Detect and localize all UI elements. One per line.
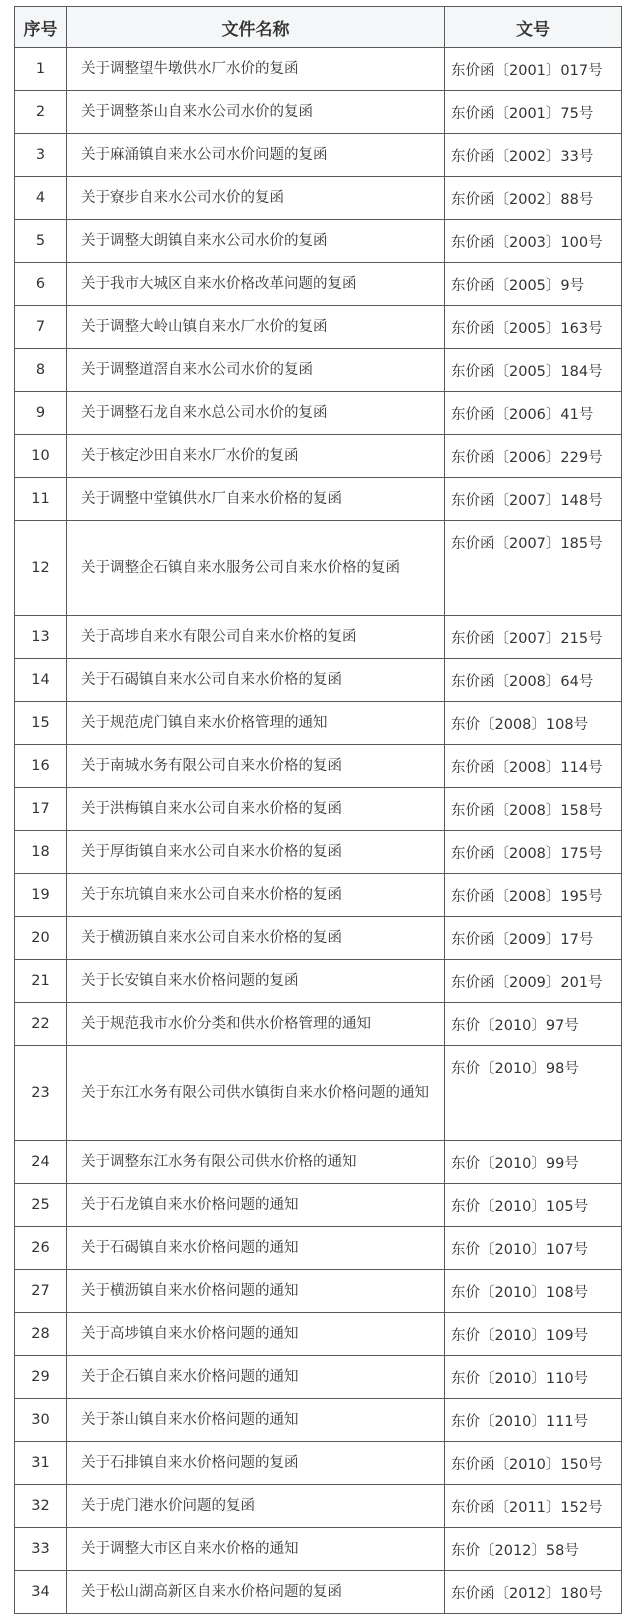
document-number-cell: 东价〔2010〕110号	[445, 1356, 622, 1399]
document-name-cell: 关于东坑镇自来水公司自来水价格的复函	[67, 874, 445, 917]
table-row	[15, 306, 622, 349]
serial-number-cell: 17	[15, 788, 67, 831]
document-number-cell: 东价〔2010〕109号	[445, 1313, 622, 1356]
serial-number-cell: 10	[15, 435, 67, 478]
document-number-cell: 东价〔2010〕99号	[445, 1141, 622, 1184]
document-name-cell: 关于茶山镇自来水价格问题的通知	[67, 1399, 445, 1442]
serial-number-cell: 24	[15, 1141, 67, 1184]
table-row	[15, 263, 622, 306]
table-row	[15, 1442, 622, 1485]
document-name-cell: 关于调整中堂镇供水厂自来水价格的复函	[67, 478, 445, 521]
table-row	[15, 616, 622, 659]
document-number-cell: 东价函〔2007〕148号	[445, 478, 622, 521]
document-number-cell: 东价函〔2009〕201号	[445, 960, 622, 1003]
document-name-cell: 关于厚街镇自来水公司自来水价格的复函	[67, 831, 445, 874]
document-number-cell: 东价函〔2006〕229号	[445, 435, 622, 478]
document-name-cell: 关于规范虎门镇自来水价格管理的通知	[67, 702, 445, 745]
serial-number-cell: 26	[15, 1227, 67, 1270]
document-number-cell: 东价函〔2010〕150号	[445, 1442, 622, 1485]
table-row	[15, 1270, 622, 1313]
document-number-cell: 东价〔2008〕108号	[445, 702, 622, 745]
document-number-cell: 东价〔2010〕98号	[445, 1046, 622, 1141]
table-row	[15, 1571, 622, 1614]
serial-number-cell: 18	[15, 831, 67, 874]
table-row	[15, 960, 622, 1003]
document-name-cell: 关于长安镇自来水价格问题的复函	[67, 960, 445, 1003]
header-document-number: 文号	[445, 7, 622, 48]
serial-number-cell: 27	[15, 1270, 67, 1313]
table-row	[15, 392, 622, 435]
serial-number-cell: 3	[15, 134, 67, 177]
document-name-cell: 关于调整企石镇自来水服务公司自来水价格的复函	[67, 521, 445, 616]
serial-number-cell: 21	[15, 960, 67, 1003]
header-serial-number: 序号	[15, 7, 67, 48]
serial-number-cell: 1	[15, 48, 67, 91]
serial-number-cell: 30	[15, 1399, 67, 1442]
document-number-cell: 东价函〔2001〕75号	[445, 91, 622, 134]
table-row	[15, 435, 622, 478]
water-price-document-table	[14, 6, 622, 1614]
serial-number-cell: 2	[15, 91, 67, 134]
table-row	[15, 177, 622, 220]
document-number-cell: 东价函〔2011〕152号	[445, 1485, 622, 1528]
document-name-cell: 关于规范我市水价分类和供水价格管理的通知	[67, 1003, 445, 1046]
document-name-cell: 关于石碣镇自来水价格问题的通知	[67, 1227, 445, 1270]
table-row	[15, 521, 622, 616]
table-row	[15, 788, 622, 831]
document-number-cell: 东价函〔2007〕215号	[445, 616, 622, 659]
document-number-cell: 东价〔2010〕105号	[445, 1184, 622, 1227]
document-number-cell: 东价函〔2001〕017号	[445, 48, 622, 91]
table-row	[15, 1046, 622, 1141]
table-row	[15, 478, 622, 521]
table-row	[15, 349, 622, 392]
serial-number-cell: 33	[15, 1528, 67, 1571]
document-number-cell: 东价〔2012〕58号	[445, 1528, 622, 1571]
document-name-cell: 关于寮步自来水公司水价的复函	[67, 177, 445, 220]
serial-number-cell: 5	[15, 220, 67, 263]
table-row	[15, 702, 622, 745]
document-name-cell: 关于调整石龙自来水总公司水价的复函	[67, 392, 445, 435]
document-name-cell: 关于横沥镇自来水价格问题的通知	[67, 1270, 445, 1313]
table-row	[15, 659, 622, 702]
serial-number-cell: 8	[15, 349, 67, 392]
document-number-cell: 东价函〔2008〕114号	[445, 745, 622, 788]
document-name-cell: 关于横沥镇自来水公司自来水价格的复函	[67, 917, 445, 960]
serial-number-cell: 22	[15, 1003, 67, 1046]
document-name-cell: 关于企石镇自来水价格问题的通知	[67, 1356, 445, 1399]
document-number-cell: 东价函〔2003〕100号	[445, 220, 622, 263]
document-name-cell: 关于南城水务有限公司自来水价格的复函	[67, 745, 445, 788]
table-body	[15, 48, 622, 1614]
document-name-cell: 关于调整东江水务有限公司供水价格的通知	[67, 1141, 445, 1184]
table-row	[15, 91, 622, 134]
document-number-cell: 东价函〔2008〕175号	[445, 831, 622, 874]
table-row	[15, 1356, 622, 1399]
document-name-cell: 关于洪梅镇自来水公司自来水价格的复函	[67, 788, 445, 831]
document-number-cell: 东价函〔2005〕163号	[445, 306, 622, 349]
serial-number-cell: 23	[15, 1046, 67, 1141]
table-header-row	[15, 7, 622, 48]
serial-number-cell: 11	[15, 478, 67, 521]
document-number-cell: 东价函〔2008〕64号	[445, 659, 622, 702]
table-row	[15, 134, 622, 177]
document-name-cell: 关于松山湖高新区自来水价格问题的复函	[67, 1571, 445, 1614]
document-name-cell: 关于高埗镇自来水价格问题的通知	[67, 1313, 445, 1356]
document-number-cell: 东价函〔2005〕184号	[445, 349, 622, 392]
serial-number-cell: 29	[15, 1356, 67, 1399]
table-row	[15, 874, 622, 917]
table-row	[15, 917, 622, 960]
document-number-cell: 东价函〔2012〕180号	[445, 1571, 622, 1614]
document-number-cell: 东价函〔2008〕158号	[445, 788, 622, 831]
serial-number-cell: 16	[15, 745, 67, 788]
document-number-cell: 东价函〔2002〕33号	[445, 134, 622, 177]
serial-number-cell: 34	[15, 1571, 67, 1614]
serial-number-cell: 9	[15, 392, 67, 435]
table-row	[15, 1528, 622, 1571]
table-row	[15, 48, 622, 91]
document-name-cell: 关于麻涌镇自来水公司水价问题的复函	[67, 134, 445, 177]
document-name-cell: 关于东江水务有限公司供水镇街自来水价格问题的通知	[67, 1046, 445, 1141]
serial-number-cell: 14	[15, 659, 67, 702]
document-number-cell: 东价函〔2006〕41号	[445, 392, 622, 435]
document-name-cell: 关于调整望牛墩供水厂水价的复函	[67, 48, 445, 91]
table-row	[15, 1227, 622, 1270]
document-number-cell: 东价〔2010〕107号	[445, 1227, 622, 1270]
table-row	[15, 1141, 622, 1184]
serial-number-cell: 19	[15, 874, 67, 917]
document-name-cell: 关于虎门港水价问题的复函	[67, 1485, 445, 1528]
serial-number-cell: 13	[15, 616, 67, 659]
serial-number-cell: 32	[15, 1485, 67, 1528]
serial-number-cell: 15	[15, 702, 67, 745]
header-document-name: 文件名称	[67, 7, 445, 48]
document-name-cell: 关于我市大城区自来水价格改革问题的复函	[67, 263, 445, 306]
document-number-cell: 东价函〔2009〕17号	[445, 917, 622, 960]
document-name-cell: 关于调整大岭山镇自来水厂水价的复函	[67, 306, 445, 349]
document-name-cell: 关于调整道滘自来水公司水价的复函	[67, 349, 445, 392]
document-name-cell: 关于高埗自来水有限公司自来水价格的复函	[67, 616, 445, 659]
serial-number-cell: 12	[15, 521, 67, 616]
serial-number-cell: 28	[15, 1313, 67, 1356]
document-number-cell: 东价函〔2007〕185号	[445, 521, 622, 616]
serial-number-cell: 7	[15, 306, 67, 349]
table-row	[15, 220, 622, 263]
document-name-cell: 关于核定沙田自来水厂水价的复函	[67, 435, 445, 478]
document-number-cell: 东价〔2010〕97号	[445, 1003, 622, 1046]
table-row	[15, 831, 622, 874]
document-number-cell: 东价函〔2002〕88号	[445, 177, 622, 220]
serial-number-cell: 4	[15, 177, 67, 220]
table-row	[15, 1485, 622, 1528]
serial-number-cell: 31	[15, 1442, 67, 1485]
document-number-cell: 东价〔2010〕108号	[445, 1270, 622, 1313]
document-name-cell: 关于调整大市区自来水价格的通知	[67, 1528, 445, 1571]
serial-number-cell: 20	[15, 917, 67, 960]
table-row	[15, 1184, 622, 1227]
serial-number-cell: 25	[15, 1184, 67, 1227]
document-name-cell: 关于石龙镇自来水价格问题的通知	[67, 1184, 445, 1227]
table-row	[15, 1399, 622, 1442]
document-number-cell: 东价函〔2008〕195号	[445, 874, 622, 917]
document-name-cell: 关于石碣镇自来水公司自来水价格的复函	[67, 659, 445, 702]
table-row	[15, 1313, 622, 1356]
document-name-cell: 关于调整大朗镇自来水公司水价的复函	[67, 220, 445, 263]
document-name-cell: 关于调整茶山自来水公司水价的复函	[67, 91, 445, 134]
document-number-cell: 东价〔2010〕111号	[445, 1399, 622, 1442]
document-number-cell: 东价函〔2005〕9号	[445, 263, 622, 306]
serial-number-cell: 6	[15, 263, 67, 306]
table-row	[15, 1003, 622, 1046]
table-row	[15, 745, 622, 788]
document-name-cell: 关于石排镇自来水价格问题的复函	[67, 1442, 445, 1485]
